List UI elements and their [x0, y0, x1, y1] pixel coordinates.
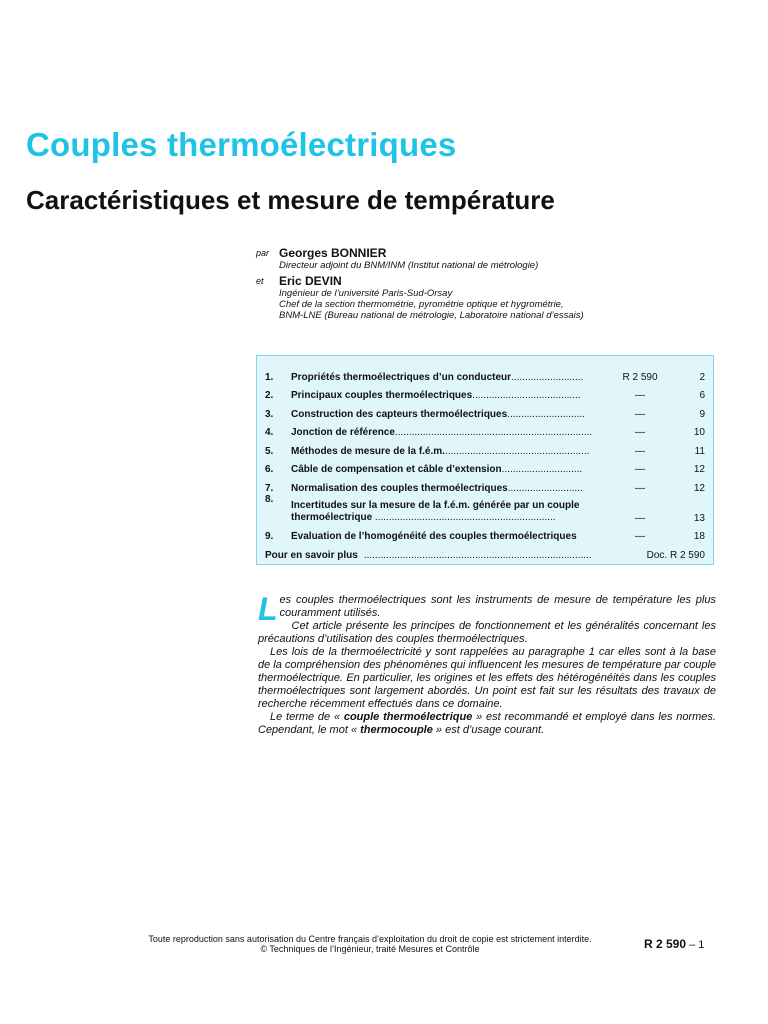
intro-paragraph: Cet article présente les principes de fonctionnement et les généralités concernant les précautions d’utilisation des couples thermoélectriques.	[258, 620, 716, 645]
drop-cap: L	[258, 591, 278, 627]
toc-page: 6	[699, 390, 705, 401]
toc-page: 9	[699, 408, 705, 420]
toc-ref: —	[635, 390, 645, 401]
toc-ref: —	[635, 445, 645, 457]
toc-entry[interactable]	[265, 420, 705, 439]
toc-ref: —	[635, 531, 645, 542]
toc-number: 8.	[265, 493, 274, 505]
author-role: Directeur adjoint du BNM/INM (Institut national de métrologie)	[279, 260, 539, 271]
toc-title: Principaux couples thermoélectriques.......................................	[291, 390, 581, 401]
toc-number: 4.	[265, 427, 274, 438]
author-role: BNM-LNE (Bureau national de métrologie, Laboratoire national d’essais)	[279, 310, 584, 321]
toc-title: Incertitudes sur la mesure de la f.é.m. générée par un couple thermoélectrique .................................................................	[291, 499, 580, 523]
toc-page: 12	[693, 464, 705, 475]
author-2	[256, 274, 736, 321]
toc-number: 1.	[265, 371, 274, 383]
toc-ref: Doc. R 2 590	[646, 549, 705, 561]
toc-title: Jonction de référence.......................................................................	[291, 427, 593, 438]
toc-entry-further-reading[interactable]	[265, 542, 705, 561]
toc-title: Évaluation de l’homogénéité des couples thermoélectriques	[291, 531, 577, 542]
toc-entry[interactable]	[265, 457, 705, 476]
intro-paragraph: Le terme de « couple thermoélectrique » est recommandé et employé dans les normes. Cependant, le mot « thermocouple » est d’usage courant.	[258, 711, 716, 736]
toc-number: 9.	[265, 531, 274, 542]
author-name: Georges BONNIER	[279, 246, 387, 260]
toc-entry[interactable]	[265, 475, 705, 494]
toc-title: Méthodes de mesure de la f.é.m.....................................................	[291, 445, 590, 457]
toc-number: 6.	[265, 464, 274, 475]
article-subtitle: Caractéristiques et mesure de température	[26, 185, 555, 215]
toc-entry[interactable]	[265, 438, 705, 457]
toc-number: 3.	[265, 408, 274, 420]
author-role: Chef de la section thermométrie, pyrométrie optique et hygrométrie,	[279, 299, 564, 310]
toc-title: Normalisation des couples thermoélectriques...........................	[291, 482, 583, 494]
toc-number: 2.	[265, 390, 274, 401]
toc-title: Câble de compensation et câble d’extension.............................	[291, 464, 583, 475]
table-of-contents	[256, 355, 714, 565]
toc-ref: —	[635, 512, 645, 524]
page-reference: R 2 590 – 1	[644, 937, 705, 951]
toc-entry[interactable]	[265, 401, 705, 420]
intro-paragraph: Les couples thermoélectriques sont les instruments de mesure de température les plus couramment utilisés.	[258, 591, 716, 627]
toc-ref: —	[635, 427, 645, 438]
toc-label: Pour en savoir plus	[265, 549, 358, 561]
toc-page: 18	[693, 531, 705, 542]
intro-paragraph: Les lois de la thermoélectricité y sont rappelées au paragraphe 1 car elles sont à la base de la compréhension des phénomènes qui influencent les mesures de température par couple thermoélectrique. En particulier, les origines et les effets des hétérogénéités dans les couples thermoélectriques sont largement abordés. Un point est fait sur les résultats des travaux de recherche récemment effectués dans ce domaine.	[258, 646, 717, 710]
author-role: Ingénieur de l’université Paris-Sud-Orsay	[279, 288, 453, 299]
toc-ref: —	[635, 464, 645, 475]
toc-ref: —	[635, 482, 645, 494]
toc-title: Propriétés thermoélectriques d’un conducteur..........................	[291, 371, 584, 383]
author-1	[256, 246, 736, 271]
toc-page: 11	[694, 445, 705, 457]
toc-entry[interactable]	[265, 524, 705, 543]
toc-ref: R 2 590	[622, 371, 658, 383]
article-title: Couples thermoélectriques	[26, 126, 457, 163]
toc-page: 13	[693, 512, 705, 524]
toc-entry[interactable]	[265, 383, 705, 402]
toc-page: 10	[693, 427, 705, 438]
author-prefix: par	[256, 248, 270, 258]
toc-title: Construction des capteurs thermoélectriques............................	[291, 408, 585, 420]
authors-block	[256, 246, 736, 321]
toc-entry[interactable]	[265, 364, 705, 383]
author-name: Eric DEVIN	[279, 274, 342, 288]
toc-dots: ..................................................................................	[363, 549, 592, 561]
toc-page: 2	[699, 371, 705, 383]
toc-number: 5.	[265, 445, 274, 457]
toc-ref: —	[635, 408, 645, 420]
copyright-notice: Toute reproduction sans autorisation du Centre français d’exploitation du droit de copie est strictement interdite. © Techniques de l’Ingénieur, traité Mesures et Contrôle	[148, 934, 592, 954]
introduction	[258, 591, 717, 737]
toc-entry[interactable]	[265, 494, 705, 524]
toc-page: 12	[693, 482, 705, 494]
author-prefix: et	[256, 276, 264, 286]
toc-number: 7.	[265, 482, 274, 494]
